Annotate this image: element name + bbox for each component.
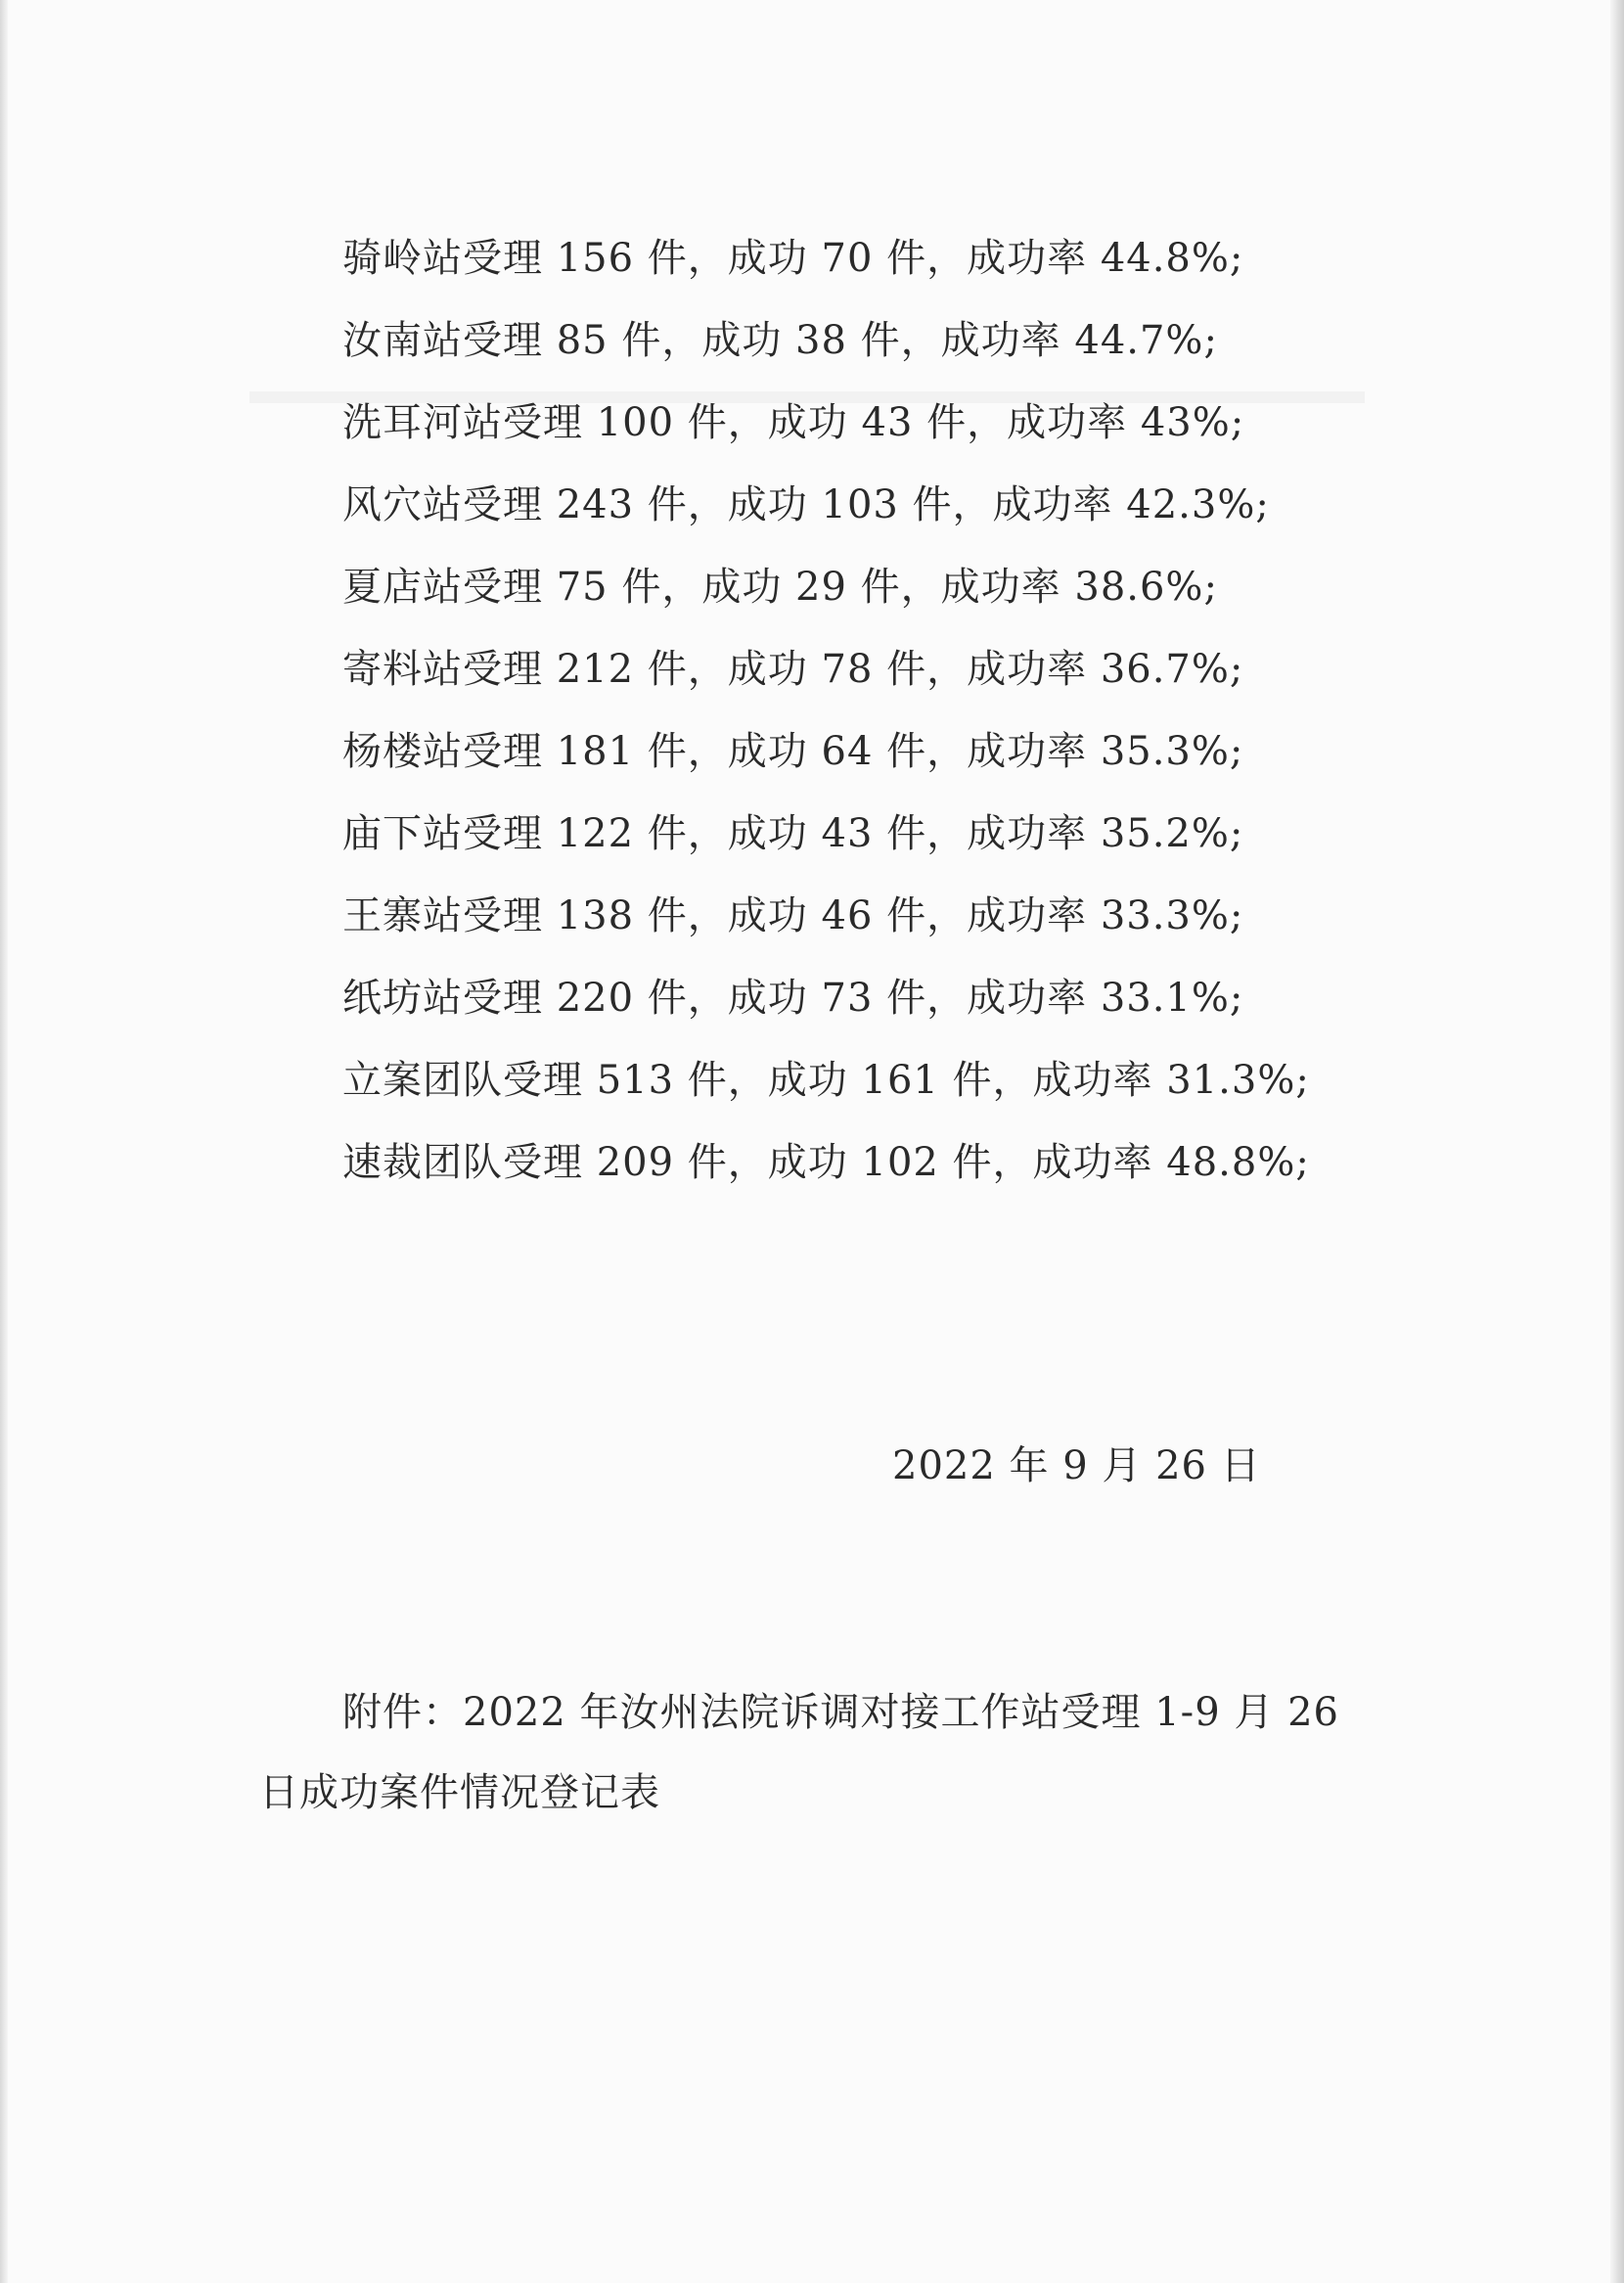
team-line-fast-track: 速裁团队受理 209 件，成功 102 件，成功率 48.8%;: [342, 1140, 1310, 1185]
scan-edge-left: [0, 0, 8, 2283]
station-line-miaoxia: 庙下站受理 122 件，成功 43 件，成功率 35.2%;: [342, 811, 1244, 856]
station-line-yanglou: 杨楼站受理 181 件，成功 64 件，成功率 35.3%;: [342, 729, 1244, 774]
attachment-note-line-2: 日成功案件情况登记表: [259, 1770, 660, 1815]
team-line-filing: 立案团队受理 513 件，成功 161 件，成功率 31.3%;: [342, 1058, 1310, 1103]
station-statistics-list: [342, 217, 1565, 1204]
station-line-qiling: 骑岭站受理 156 件，成功 70 件，成功率 44.8%;: [342, 236, 1244, 281]
scan-edge-right: [1610, 0, 1624, 2283]
document-date: 2022 年 9 月 26 日: [892, 1443, 1261, 1488]
station-line-wangzhai: 王寨站受理 138 件，成功 46 件，成功率 33.3%;: [342, 893, 1244, 938]
station-line-fengxue: 风穴站受理 243 件，成功 103 件，成功率 42.3%;: [342, 482, 1270, 527]
station-line-jiliao: 寄料站受理 212 件，成功 78 件，成功率 36.7%;: [342, 647, 1244, 692]
station-line-runan: 汝南站受理 85 件，成功 38 件，成功率 44.7%;: [342, 318, 1218, 363]
station-line-zhifang: 纸坊站受理 220 件，成功 73 件，成功率 33.1%;: [342, 976, 1244, 1021]
attachment-note-line-1: 附件：2022 年汝州法院诉调对接工作站受理 1-9 月 26: [342, 1690, 1339, 1735]
station-line-xierhe: 洗耳河站受理 100 件，成功 43 件，成功率 43%;: [342, 400, 1245, 445]
station-line-xiadian: 夏店站受理 75 件，成功 29 件，成功率 38.6%;: [342, 565, 1218, 610]
